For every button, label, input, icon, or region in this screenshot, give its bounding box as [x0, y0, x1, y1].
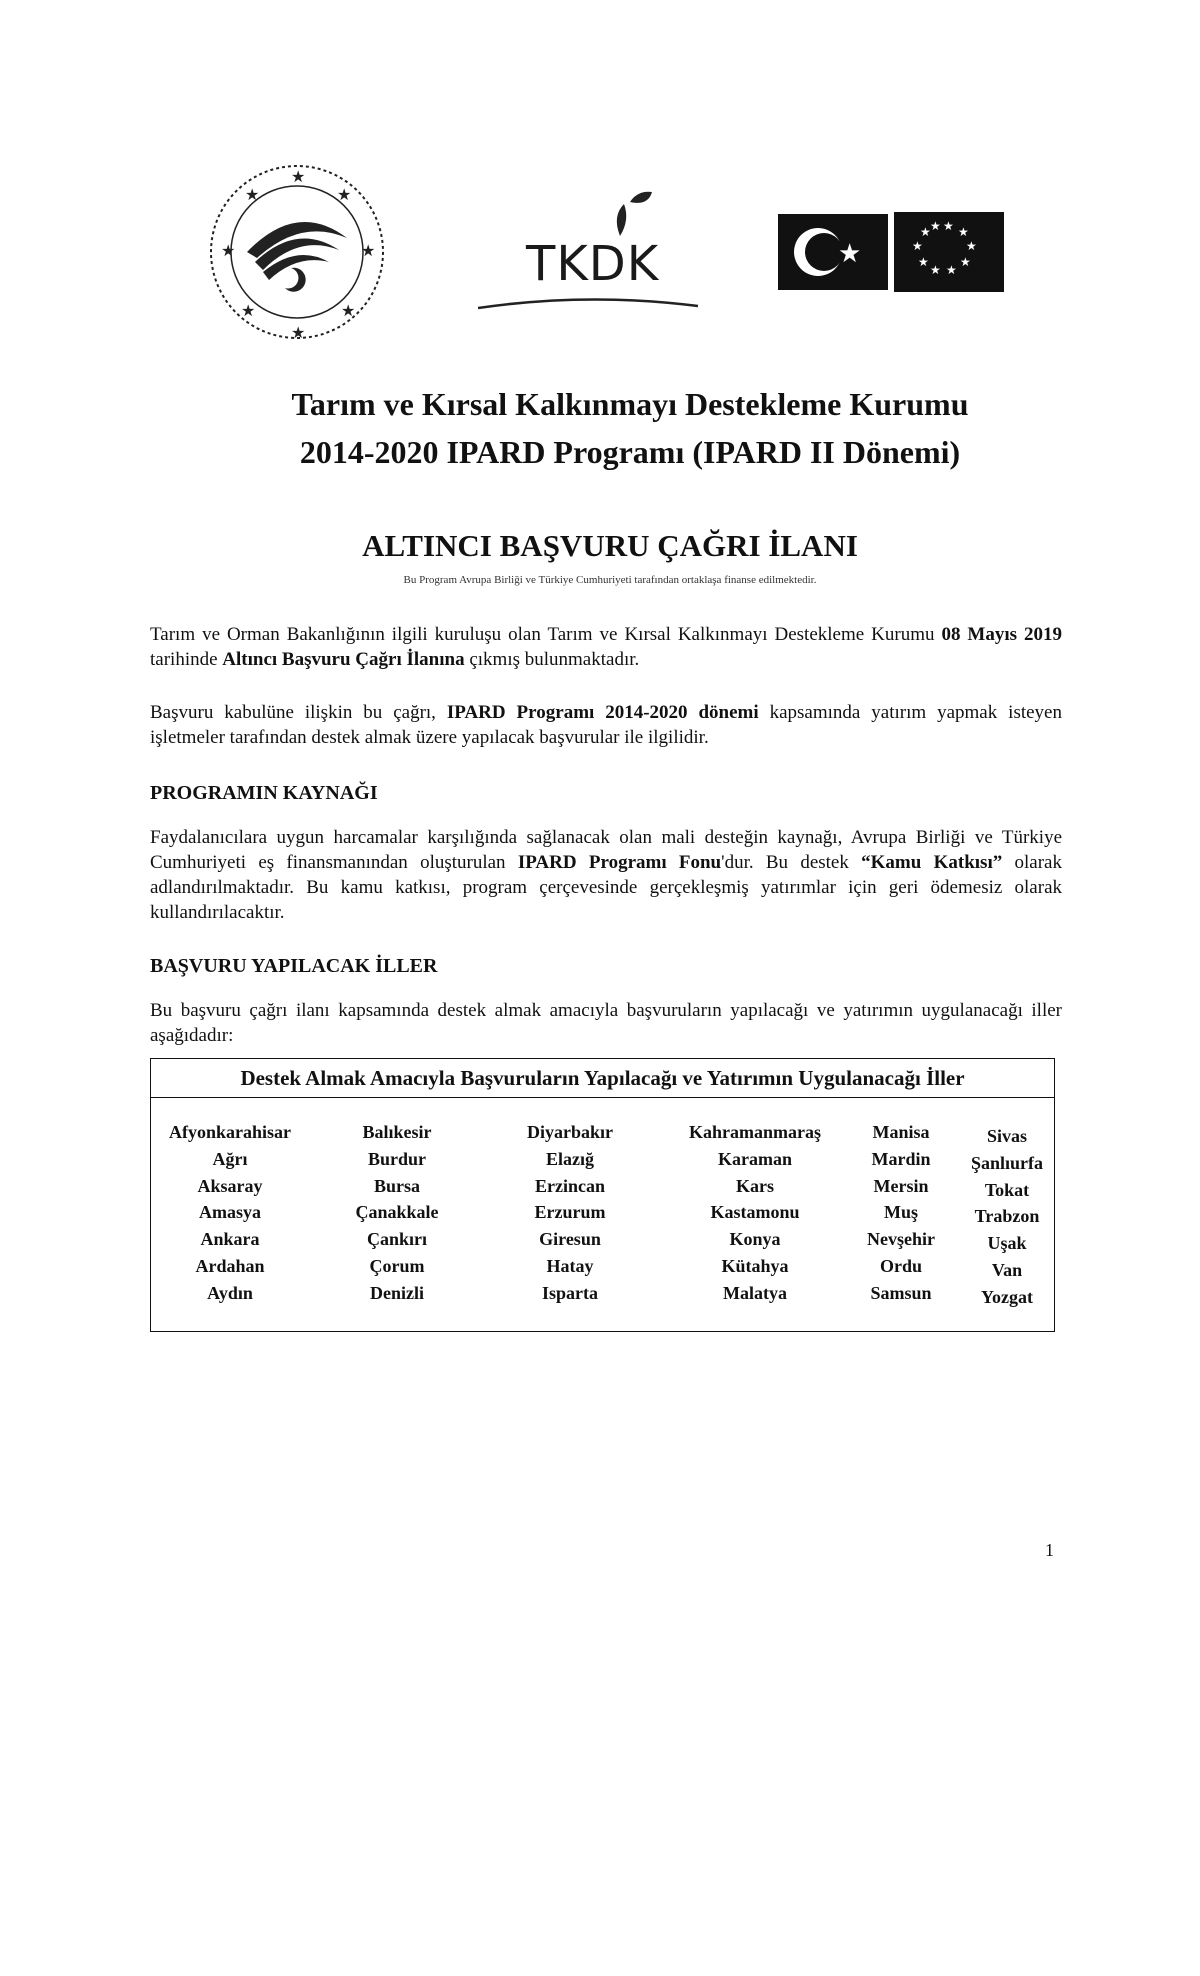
svg-text:★: ★: [930, 219, 941, 233]
table-cell: Ağrı: [212, 1148, 248, 1169]
table-cell: Tokat: [984, 1179, 1030, 1200]
table-cell: Burdur: [367, 1148, 427, 1169]
table-cell: Hatay: [546, 1255, 594, 1276]
text-run: Başvuru kabulüne ilişkin bu çağrı,: [150, 702, 447, 723]
table-column: [961, 1123, 1053, 1311]
table-cell: Erzincan: [535, 1175, 605, 1196]
svg-text:★: ★: [918, 255, 929, 269]
table-column: [831, 1119, 971, 1307]
table-cell: Amasya: [199, 1202, 261, 1223]
call-title: ALTINCI BAŞVURU ÇAĞRI İLANI: [362, 528, 858, 563]
text-run: Faydalanıcılara uygun harcamalar karşılığında sağlanacak olan mali desteğin kaynağı, Avrupa Birliği ve Türkiye Cumhuriyeti eş finansmanından oluşturulan: [150, 827, 1062, 873]
svg-text:★: ★: [912, 239, 923, 253]
text-run: tarihinde: [150, 649, 223, 670]
table-cell: Kastamonu: [710, 1202, 800, 1223]
svg-text:★: ★: [960, 255, 971, 269]
table-cell: Trabzon: [974, 1206, 1040, 1227]
table-cell: Çorum: [369, 1255, 425, 1276]
table-cell: Karaman: [718, 1148, 792, 1169]
table-column: [670, 1119, 840, 1307]
table-cell: Manisa: [872, 1122, 930, 1142]
table-cell: Denizli: [370, 1282, 424, 1303]
tkdk-leaf-icon: [608, 190, 668, 240]
table-cell: Konya: [729, 1229, 781, 1250]
svg-text:★: ★: [291, 167, 306, 186]
paragraph-provinces: Bu başvuru çağrı ilanı kapsamında destek almak amacıyla başvuruların yapılacağı ve yatırımın uygulanacağı iller aşağıdadır:: [150, 1000, 1062, 1046]
svg-text:★: ★: [838, 239, 862, 269]
table-cell: Mersin: [873, 1175, 929, 1196]
table-cell: Kahramanmaraş: [689, 1122, 821, 1142]
table-cell: Muş: [883, 1202, 918, 1223]
fund-bold: IPARD Programı Fonu: [517, 852, 722, 873]
text-run: 'dur. Bu destek: [721, 852, 862, 873]
svg-text:★: ★: [930, 263, 941, 277]
svg-text:★: ★: [291, 323, 306, 342]
title-line-1: Tarım ve Kırsal Kalkınmayı Destekleme Kurumu: [291, 386, 969, 422]
tkdk-swoosh: [478, 288, 708, 318]
program-bold: IPARD Programı 2014-2020 dönemi: [446, 702, 759, 723]
text-run: Tarım ve Orman Bakanlığının ilgili kuruluşu olan Tarım ve Kırsal Kalkınmayı Destekleme Kurumu: [150, 624, 942, 645]
table-header: Destek Almak Amacıyla Başvuruların Yapılacağı ve Yatırımın Uygulanacağı İller: [151, 1059, 1054, 1098]
table-column: [322, 1119, 472, 1307]
table-cell: Yozgat: [981, 1286, 1033, 1307]
paragraph-announcement: [150, 622, 1062, 672]
table-cell: Uşak: [987, 1233, 1027, 1254]
svg-text:★: ★: [361, 241, 376, 260]
section-heading-provinces: BAŞVURU YAPILACAK İLLER: [150, 955, 438, 977]
svg-text:★: ★: [958, 225, 969, 239]
svg-text:★: ★: [245, 185, 260, 204]
table-cell: Şanlıurfa: [970, 1152, 1044, 1173]
call-subtitle: Bu Program Avrupa Birliği ve Türkiye Cumhuriyeti tarafından ortaklaşa finanse edilmektedir.: [403, 574, 817, 586]
table-cell: Nevşehir: [867, 1229, 935, 1250]
table-cell: Afyonkarahisar: [168, 1122, 291, 1142]
svg-text:★: ★: [337, 185, 352, 204]
provinces-table: [150, 1058, 1055, 1332]
call-bold: Altıncı Başvuru Çağrı İlanına: [222, 649, 465, 670]
table-cell: Giresun: [539, 1229, 601, 1250]
text-run: olarak adlandırılmaktadır. Bu kamu katkısı, program çerçevesinde gerçekleşmiş yatırımlar için geri ödemesiz olarak kullandırılacaktır.: [150, 852, 1062, 923]
table-cell: Çankırı: [366, 1229, 427, 1250]
text-run: kapsamında yatırım yapmak isteyen işletmeler tarafından destek almak üzere yapılacak başvurular ile ilgilidir.: [150, 702, 1062, 748]
table-cell: Bursa: [373, 1175, 420, 1196]
table-cell: Balıkesir: [362, 1122, 432, 1142]
tkdk-logo: [478, 190, 708, 315]
text-run: çıkmış bulunmaktadır.: [464, 649, 640, 670]
table-cell: Elazığ: [546, 1148, 594, 1169]
date-bold: 08 Mayıs 2019: [941, 624, 1062, 645]
svg-text:★: ★: [920, 225, 931, 239]
paragraph-source: [150, 825, 1062, 925]
section-heading-source: PROGRAMIN KAYNAĞI: [150, 782, 378, 804]
turkish-flag-icon: [778, 214, 888, 290]
table-cell: Ordu: [879, 1255, 922, 1276]
svg-text:★: ★: [241, 301, 256, 320]
table-column: [155, 1119, 305, 1307]
table-cell: Erzurum: [534, 1202, 606, 1223]
table-cell: Çanakkale: [355, 1202, 439, 1223]
table-cell: Mardin: [871, 1148, 931, 1169]
tkdk-logo-text: TKDK: [526, 236, 660, 292]
table-cell: Ankara: [200, 1229, 260, 1250]
title-line-2: 2014-2020 IPARD Programı (IPARD II Dönemi): [299, 434, 961, 470]
table-cell: Kars: [736, 1175, 774, 1196]
table-cell: Isparta: [541, 1282, 598, 1303]
paragraph-scope: [150, 700, 1062, 750]
table-cell: Aksaray: [197, 1175, 263, 1196]
page-number: 1: [1045, 1540, 1054, 1560]
eu-flag-icon: [894, 212, 1004, 292]
table-cell: Kütahya: [721, 1255, 789, 1276]
table-cell: Van: [991, 1259, 1023, 1280]
main-titles: [0, 380, 1200, 476]
table-cell: Aydın: [207, 1282, 253, 1303]
table-cell: Malatya: [723, 1282, 787, 1303]
table-column: [495, 1119, 645, 1307]
ministry-seal-icon: [205, 160, 390, 345]
svg-text:★: ★: [341, 301, 356, 320]
svg-text:★: ★: [966, 239, 977, 253]
svg-text:★: ★: [221, 241, 236, 260]
svg-text:★: ★: [946, 263, 957, 277]
table-cell: Sivas: [986, 1126, 1028, 1146]
svg-text:★: ★: [943, 219, 954, 233]
table-cell: Diyarbakır: [526, 1122, 613, 1142]
table-cell: Ardahan: [195, 1255, 265, 1276]
flags-logo: [778, 212, 1004, 292]
public-contribution-bold: “Kamu Katkısı”: [861, 852, 1003, 873]
table-cell: Samsun: [870, 1282, 932, 1303]
